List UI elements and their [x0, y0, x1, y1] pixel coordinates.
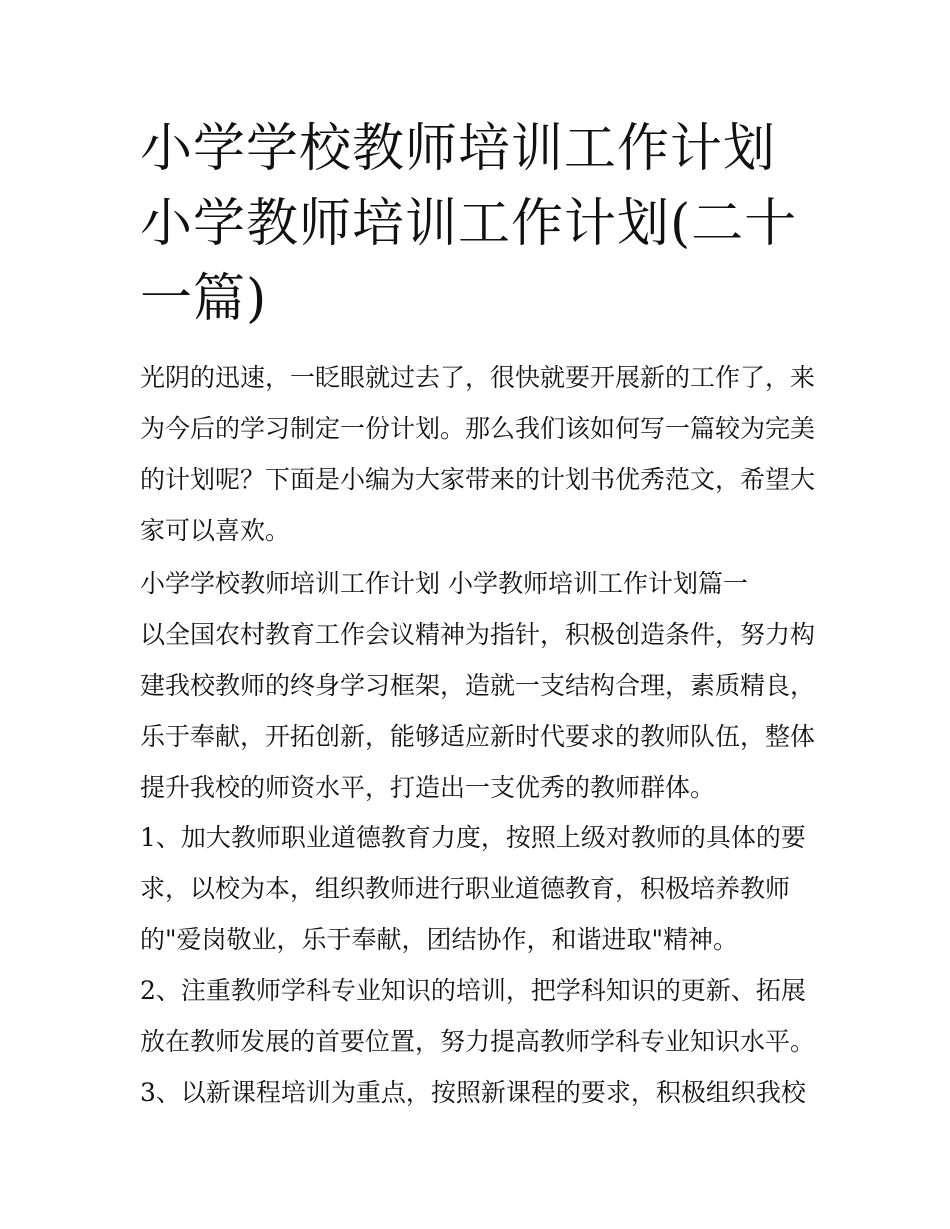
list-item-3: 3、以新课程培训为重点，按照新课程的要求，积极组织我校	[140, 1078, 806, 1107]
list-item-2: 2、注重教师学科专业知识的培训，把学科知识的更新、拓展放在教师发展的首要位置，努力提高教师学科专业知识水平。	[140, 976, 816, 1056]
goal-paragraph: 以全国农村教育工作会议精神为指针，积极创造条件，努力构建我校教师的终身学习框架，造就一支结构合理，素质精良，乐于奉献，开拓创新，能够适应新时代要求的教师队伍，整体提升我校的师资水平，打造出一支优秀的教师群体。	[140, 620, 816, 802]
section-heading: 小学学校教师培训工作计划 小学教师培训工作计划篇一	[140, 569, 748, 598]
list-item-1: 1、加大教师职业道德教育力度，按照上级对教师的具体的要求，以校为本，组织教师进行职业道德教育，积极培养教师的"爱岗敬业，乐于奉献，团结协作，和谐进取"精神。	[140, 823, 806, 954]
document-title: 小学学校教师培训工作计划 小学教师培训工作计划(二十一篇)	[140, 119, 798, 329]
intro-paragraph: 光阴的迅速，一眨眼就过去了，很快就要开展新的工作了，来为今后的学习制定一份计划。那么我们该如何写一篇较为完美的计划呢？下面是小编为大家带来的计划书优秀范文，希望大家可以喜欢。	[140, 363, 816, 545]
